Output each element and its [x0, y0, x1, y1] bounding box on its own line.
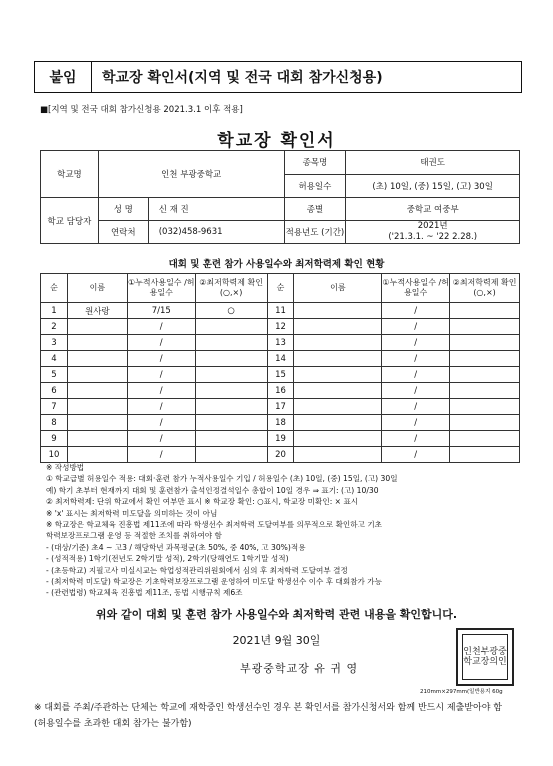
- note-line: ※ 작성방법: [46, 463, 85, 472]
- note-line: ※ 'x' 표시는 최저학력 미도달을 의미하는 것이 아님: [46, 508, 218, 518]
- cell-days: /: [127, 399, 195, 415]
- subheading: ■[지역 및 전국 대회 참가신청용 2021.3.1 이후 적용]: [40, 105, 243, 115]
- cell-name: [294, 415, 382, 431]
- period-range: ('21.3.1. ~ '22 2.28.): [388, 232, 478, 242]
- cell-num: 1: [41, 303, 68, 319]
- cell-days: /: [127, 383, 195, 399]
- cell-name: [67, 415, 127, 431]
- table-row: [41, 447, 520, 463]
- cell-num: 20: [267, 447, 294, 463]
- attachment-tag: 붙임: [35, 62, 92, 92]
- cell-name: [294, 367, 382, 383]
- allowed-days-label: 허용일수: [284, 174, 346, 198]
- cell-check: [195, 335, 267, 351]
- cell-num: 16: [267, 383, 294, 399]
- records-table: [40, 273, 520, 463]
- category-label: 종별: [284, 198, 346, 221]
- cell-days: /: [382, 399, 450, 415]
- header-days-right: ①누적사용일수 /허용일수: [382, 274, 450, 303]
- cell-num: 13: [267, 335, 294, 351]
- cell-days: /: [127, 431, 195, 447]
- table-row: [41, 303, 520, 319]
- cell-check: [195, 383, 267, 399]
- cell-name: [294, 319, 382, 335]
- notes: [46, 462, 516, 599]
- cell-days: /: [382, 351, 450, 367]
- cell-check: [195, 447, 267, 463]
- cell-days: /: [127, 415, 195, 431]
- cell-name: [67, 383, 127, 399]
- cell-num: 7: [41, 399, 68, 415]
- note-line: ② 최저학력제: 단위 학교에서 확인 여부만 표시 ※ 학교장 확인: ○표시, 학교장 미확인: × 표시: [46, 497, 359, 507]
- cell-name: [67, 367, 127, 383]
- table-row: [41, 335, 520, 351]
- cell-name: 원사랑: [67, 303, 127, 319]
- principal-signature: 부광중학교장 유 귀 영: [240, 662, 359, 675]
- cell-num: 4: [41, 351, 68, 367]
- cell-name: [67, 431, 127, 447]
- cell-num: 6: [41, 383, 68, 399]
- table-row: [41, 431, 520, 447]
- cell-name: [67, 399, 127, 415]
- cell-num: 5: [41, 367, 68, 383]
- header-box: [34, 61, 522, 93]
- cell-num: 12: [267, 319, 294, 335]
- header-name-left: 이름: [67, 274, 127, 303]
- cell-check: [450, 415, 520, 431]
- cell-days: /: [127, 367, 195, 383]
- cell-name: [294, 335, 382, 351]
- cell-days: /: [127, 351, 195, 367]
- header-check-right: ②최저학력제 확인(○,×): [450, 274, 520, 303]
- cell-check: [195, 399, 267, 415]
- note-line: - (초등학교) 지필고사 미실시교는 학업성적관리위원회에서 심의 후 최저학력 도달여부 결정: [46, 565, 348, 575]
- cell-num: 8: [41, 415, 68, 431]
- cell-days: /: [382, 383, 450, 399]
- cell-days: /: [382, 335, 450, 351]
- cell-check: [195, 351, 267, 367]
- cell-check: [195, 415, 267, 431]
- cell-check: [450, 399, 520, 415]
- cell-days: /: [127, 319, 195, 335]
- contact-label: 연락처: [98, 221, 148, 244]
- header-title: 학교장 확인서(지역 및 전국 대회 참가신청용): [102, 70, 383, 86]
- table-row: [41, 415, 520, 431]
- cell-check: ○: [195, 303, 267, 319]
- cell-num: 17: [267, 399, 294, 415]
- document-title: 학교장 확인서: [217, 131, 336, 151]
- seal-text: 인천부광중학교장의인: [462, 634, 508, 680]
- cell-days: /: [382, 303, 450, 319]
- note-line: 예) 학기 초부터 현재까지 대회 및 훈련참가 출석인정결석일수 총합이 10일 경우 ⇒ 표기: (고) 10/30: [46, 485, 379, 495]
- header-num-left: 순: [41, 274, 68, 303]
- cell-check: [195, 431, 267, 447]
- cell-check: [450, 351, 520, 367]
- cell-check: [450, 431, 520, 447]
- cell-check: [195, 367, 267, 383]
- teacher-label: 학교 담당자: [41, 198, 99, 244]
- cell-name: [67, 351, 127, 367]
- cell-num: 3: [41, 335, 68, 351]
- cell-check: [450, 335, 520, 351]
- cell-num: 14: [267, 351, 294, 367]
- note-line: - (성적적용) 1학기(전년도 2학기말 성적), 2학기(당해연도 1학기말 성적): [46, 554, 289, 564]
- note-line: - (관련법령) 학교체육 진흥법 제11조, 동법 시행규칙 제6조: [46, 588, 243, 598]
- cell-name: [67, 335, 127, 351]
- cell-num: 19: [267, 431, 294, 447]
- name-value: 신 재 진: [148, 198, 284, 221]
- section-title: 대회 및 훈련 참가 사용일수와 최저학력제 확인 현황: [168, 259, 385, 270]
- cell-days: /: [382, 431, 450, 447]
- cell-num: 18: [267, 415, 294, 431]
- cell-check: [450, 303, 520, 319]
- cell-name: [294, 447, 382, 463]
- contact-value: (032)458-9631: [148, 221, 284, 244]
- period-value: [346, 221, 520, 244]
- header-name-right: 이름: [294, 274, 382, 303]
- table-row: [41, 351, 520, 367]
- note-line: 학력보장프로그램 운영 등 적절한 조치를 취하여야 함: [46, 531, 222, 541]
- note-line: - (대상/기준) 초4 ~ 고3 / 해당학년 과목평균(초 50%, 중 40%, 고 30%)적용: [46, 542, 306, 552]
- header-days-left: ①누적사용일수 /허용일수: [127, 274, 195, 303]
- event-value: 태권도: [346, 151, 520, 175]
- header-check-left: ②최저학력제 확인(○,×): [195, 274, 267, 303]
- cell-days: /: [127, 447, 195, 463]
- footer-note: ※ 대회를 주최/주관하는 단체는 학교에 재학중인 학생선수인 경우 본 확인서를 참가신청서와 함께 반드시 제출받아야 함(허용일수를 초과한 대회 참가는 불가함): [34, 703, 502, 729]
- cell-name: [294, 351, 382, 367]
- table-row: [41, 383, 520, 399]
- cell-num: 15: [267, 367, 294, 383]
- cell-name: [294, 303, 382, 319]
- cell-check: [450, 447, 520, 463]
- cell-num: 10: [41, 447, 68, 463]
- name-label: 성 명: [98, 198, 148, 221]
- note-line: ※ 학교장은 학교체육 진흥법 제11조에 따라 학생선수 최저학력 도달여부를 의무적으로 확인하고 기초: [46, 520, 382, 530]
- cell-name: [294, 383, 382, 399]
- cell-num: 9: [41, 431, 68, 447]
- table-row: [41, 367, 520, 383]
- cell-check: [450, 319, 520, 335]
- cell-days: /: [382, 367, 450, 383]
- official-seal: [456, 628, 514, 686]
- note-line: - (최저학력 미도달) 학교장은 기초학력보장프로그램 운영하여 미도달 학생선수 이수 후 대회참가 가능: [46, 577, 382, 587]
- category-value: 중학교 여중부: [346, 198, 520, 221]
- period-year: 2021년: [417, 221, 448, 231]
- issue-date: 2021년 9월 30일: [232, 634, 321, 647]
- info-table: [40, 150, 520, 244]
- school-name: 인천 부광중학교: [98, 151, 284, 198]
- table-row: [41, 399, 520, 415]
- cell-check: [450, 367, 520, 383]
- cell-num: 11: [267, 303, 294, 319]
- paper-size-note: 210mm×297mm(일반용지 60g: [420, 689, 503, 695]
- cell-name: [294, 431, 382, 447]
- cell-days: /: [127, 335, 195, 351]
- cell-check: [195, 319, 267, 335]
- allowed-days-value: (초) 10일, (중) 15일, (고) 30일: [346, 174, 520, 198]
- cell-days: 7/15: [127, 303, 195, 319]
- cell-days: /: [382, 415, 450, 431]
- note-line: ① 학교급별 허용일수 적용: 대회·훈련 참가 누적사용일수 기입 / 허용일수 (초) 10일, (중) 15일, (고) 30일: [46, 474, 398, 484]
- cell-days: /: [382, 319, 450, 335]
- cell-name: [67, 447, 127, 463]
- cell-num: 2: [41, 319, 68, 335]
- period-label: 적용년도 (기간): [284, 221, 346, 244]
- cell-name: [67, 319, 127, 335]
- table-row: [41, 319, 520, 335]
- school-label: 학교명: [41, 151, 99, 198]
- confirmation-text: 위와 같이 대회 및 훈련 참가 사용일수와 최저학력 관련 내용을 확인합니다.: [95, 608, 458, 621]
- cell-days: /: [382, 447, 450, 463]
- cell-name: [294, 399, 382, 415]
- event-label: 종목명: [284, 151, 346, 175]
- cell-check: [450, 383, 520, 399]
- header-num-right: 순: [267, 274, 294, 303]
